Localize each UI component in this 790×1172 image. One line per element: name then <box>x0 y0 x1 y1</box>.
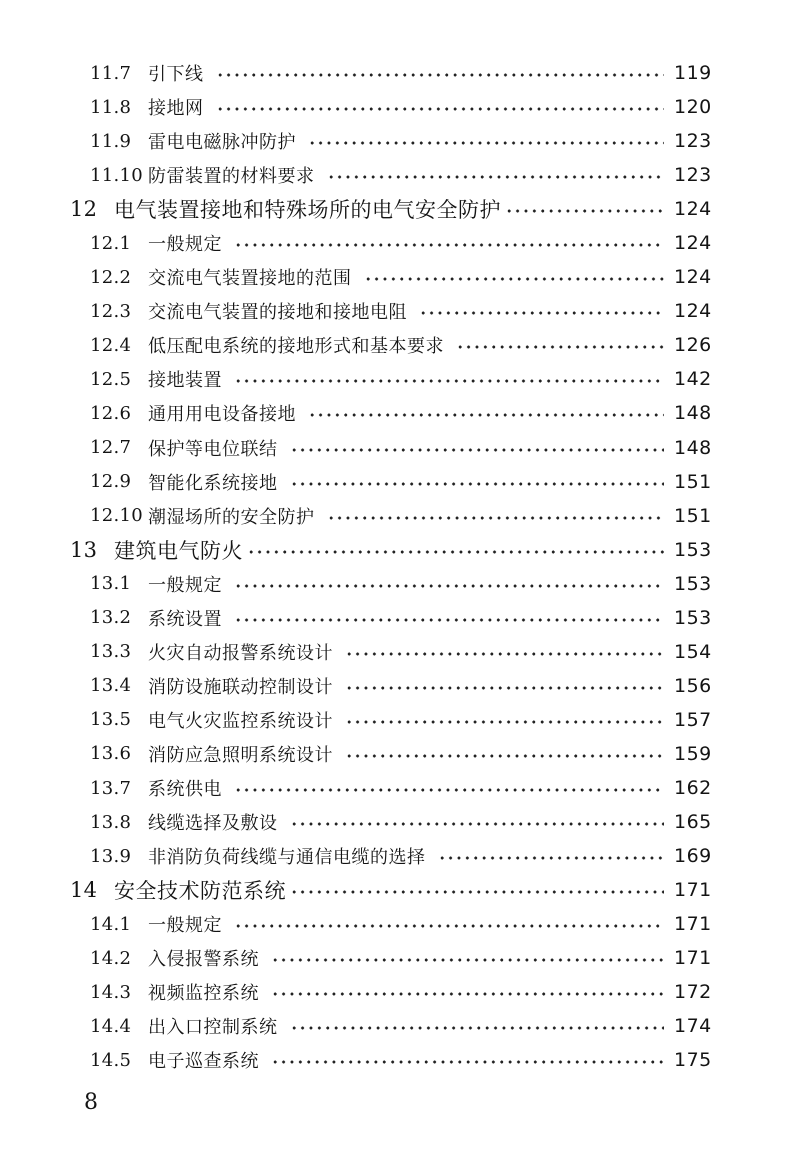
toc-entry-number: 14.4 <box>90 1015 132 1037</box>
toc-section-entry[interactable] <box>0 226 790 260</box>
dot-leader <box>234 924 664 928</box>
dot-leader <box>327 175 665 179</box>
dot-leader <box>345 652 664 656</box>
toc-entry-number: 13.4 <box>90 675 132 697</box>
toc-entry-number: 11.10 <box>90 164 144 186</box>
toc-entry-number: 12.2 <box>90 266 132 288</box>
toc-entry-title: 防雷装置的材料要求 <box>148 166 315 188</box>
toc-entry-page: 171 <box>674 947 712 970</box>
toc-entry-title: 一般规定 <box>148 574 222 596</box>
dot-leader <box>234 584 664 588</box>
dot-leader <box>290 822 665 826</box>
toc-entry-title: 电气装置接地和特殊场所的电气安全防护 <box>114 198 501 223</box>
toc-entry-page: 151 <box>674 504 712 527</box>
dot-leader <box>327 516 665 520</box>
toc-entry-number: 13.5 <box>90 709 132 731</box>
toc-section-entry[interactable] <box>0 90 790 124</box>
toc-entry-title: 电子巡查系统 <box>148 1051 259 1073</box>
dot-leader <box>308 141 664 145</box>
toc-entry-title: 消防设施联动控制设计 <box>148 676 333 698</box>
toc-entry-page: 126 <box>674 334 712 357</box>
toc-entry-number: 14.2 <box>90 947 132 969</box>
toc-entry-number: 12.9 <box>90 471 132 493</box>
toc-entry-title: 通用用电设备接地 <box>148 404 296 426</box>
toc-entry-page: 171 <box>674 913 712 936</box>
toc-entry-page: 124 <box>674 232 712 255</box>
toc-entry-number: 13.9 <box>90 845 132 867</box>
toc-entry-number: 11.7 <box>90 62 132 84</box>
toc-entry-page: 156 <box>674 674 712 697</box>
toc-entry-page: 142 <box>674 368 712 391</box>
toc-entry-number: 11.8 <box>90 96 132 118</box>
dot-leader <box>234 788 664 792</box>
dot-leader <box>234 243 664 247</box>
table-of-contents <box>0 56 790 1077</box>
toc-section-entry[interactable] <box>0 260 790 294</box>
dot-leader <box>290 482 665 486</box>
toc-section-entry[interactable] <box>0 635 790 669</box>
toc-entry-number: 13.1 <box>90 573 132 595</box>
dot-leader <box>308 413 664 417</box>
toc-section-entry[interactable] <box>0 465 790 499</box>
toc-entry-title: 雷电电磁脉冲防护 <box>148 132 296 154</box>
toc-section-entry[interactable] <box>0 771 790 805</box>
toc-entry-title: 潮湿场所的安全防护 <box>148 506 315 528</box>
dot-leader <box>271 958 664 962</box>
toc-section-entry[interactable] <box>0 567 790 601</box>
toc-entry-title: 建筑电气防火 <box>114 538 243 563</box>
toc-section-entry[interactable] <box>0 669 790 703</box>
toc-section-entry[interactable] <box>0 907 790 941</box>
dot-leader <box>290 1026 665 1030</box>
dot-leader <box>271 1060 664 1064</box>
toc-section-entry[interactable] <box>0 805 790 839</box>
toc-entry-page: 157 <box>674 708 712 731</box>
toc-section-entry[interactable] <box>0 328 790 362</box>
toc-entry-title: 电气火灾监控系统设计 <box>148 710 333 732</box>
toc-chapter-entry[interactable] <box>0 533 790 567</box>
dot-leader <box>345 686 664 690</box>
toc-entry-page: 172 <box>674 981 712 1004</box>
toc-entry-page: 124 <box>674 266 712 289</box>
toc-entry-page: 162 <box>674 777 712 799</box>
toc-entry-number: 14 <box>70 878 98 903</box>
toc-entry-number: 12.6 <box>90 402 132 424</box>
dot-leader <box>271 992 664 996</box>
toc-entry-title: 火灾自动报警系统设计 <box>148 642 333 664</box>
toc-entry-number: 11.9 <box>90 130 132 152</box>
toc-entry-number: 14.3 <box>90 981 132 1003</box>
toc-entry-number: 12.7 <box>90 437 132 459</box>
toc-entry-title: 入侵报警系统 <box>148 949 259 971</box>
toc-entry-title: 系统供电 <box>148 779 222 800</box>
dot-leader <box>216 73 665 77</box>
dot-leader <box>345 754 664 758</box>
toc-entry-number: 13.2 <box>90 607 132 629</box>
toc-section-entry[interactable] <box>0 601 790 635</box>
toc-entry-number: 13.3 <box>90 641 132 663</box>
dot-leader <box>290 890 664 894</box>
toc-entry-page: 151 <box>674 470 712 493</box>
toc-entry-page: 148 <box>674 436 712 459</box>
toc-section-entry[interactable] <box>0 56 790 90</box>
toc-section-entry[interactable] <box>0 941 790 975</box>
toc-entry-page: 154 <box>674 640 712 663</box>
toc-chapter-entry[interactable] <box>0 192 790 226</box>
toc-section-entry[interactable] <box>0 362 790 396</box>
toc-section-entry[interactable] <box>0 294 790 328</box>
toc-entry-page: 124 <box>674 198 712 221</box>
toc-section-entry[interactable] <box>0 737 790 771</box>
toc-entry-page: 124 <box>674 300 712 323</box>
toc-entry-title: 系统设置 <box>148 608 222 630</box>
dot-leader <box>247 550 664 554</box>
toc-entry-title: 非消防负荷线缆与通信电缆的选择 <box>148 847 426 869</box>
toc-entry-page: 153 <box>674 606 712 629</box>
toc-section-entry[interactable] <box>0 396 790 430</box>
toc-entry-title: 消防应急照明系统设计 <box>148 744 333 766</box>
toc-entry-title: 交流电气装置接地的范围 <box>148 268 352 290</box>
toc-entry-page: 148 <box>674 402 712 425</box>
toc-section-entry[interactable] <box>0 431 790 465</box>
dot-leader <box>419 311 664 315</box>
dot-leader <box>505 209 664 213</box>
toc-entry-page: 119 <box>674 62 712 85</box>
dot-leader <box>438 856 665 860</box>
dot-leader <box>345 720 664 724</box>
toc-entry-page: 153 <box>674 538 712 561</box>
dot-leader <box>234 618 664 622</box>
toc-entry-title: 智能化系统接地 <box>148 472 278 494</box>
toc-entry-page: 123 <box>674 130 712 153</box>
dot-leader <box>364 277 665 281</box>
dot-leader <box>290 448 665 452</box>
toc-entry-title: 接地装置 <box>148 370 222 392</box>
toc-section-entry[interactable] <box>0 499 790 533</box>
toc-entry-page: 159 <box>674 742 712 765</box>
toc-entry-title: 交流电气装置的接地和接地电阻 <box>148 302 407 324</box>
toc-entry-page: 169 <box>674 845 712 868</box>
dot-leader <box>216 107 665 111</box>
toc-entry-title: 安全技术防范系统 <box>114 879 286 904</box>
toc-entry-title: 保护等电位联结 <box>148 438 278 460</box>
toc-entry-number: 14.5 <box>90 1049 132 1071</box>
toc-entry-number: 12.3 <box>90 300 132 322</box>
dot-leader <box>234 379 664 383</box>
toc-section-entry[interactable] <box>0 1009 790 1043</box>
toc-entry-title: 线缆选择及敷设 <box>148 813 278 835</box>
toc-entry-title: 一般规定 <box>148 234 222 256</box>
toc-section-entry[interactable] <box>0 975 790 1009</box>
dot-leader <box>456 345 664 349</box>
toc-entry-title: 一般规定 <box>148 915 222 937</box>
toc-entry-number: 14.1 <box>90 913 132 935</box>
toc-section-entry[interactable] <box>0 1043 790 1077</box>
toc-entry-number: 12.4 <box>90 334 132 356</box>
toc-entry-number: 13 <box>70 537 98 562</box>
toc-entry-page: 174 <box>674 1015 712 1038</box>
toc-entry-title: 视频监控系统 <box>148 983 259 1005</box>
toc-entry-number: 13.7 <box>90 777 132 799</box>
toc-entry-number: 13.6 <box>90 743 132 765</box>
toc-entry-title: 出入口控制系统 <box>148 1017 278 1039</box>
toc-entry-page: 123 <box>674 164 712 187</box>
toc-entry-title: 引下线 <box>148 64 204 86</box>
toc-entry-number: 12.10 <box>90 505 144 527</box>
toc-entry-number: 12 <box>70 197 98 222</box>
toc-section-entry[interactable] <box>0 839 790 873</box>
toc-entry-number: 12.1 <box>90 232 132 254</box>
page-number: 8 <box>84 1090 98 1115</box>
toc-entry-title: 接地网 <box>148 98 204 120</box>
toc-entry-page: 153 <box>674 572 712 595</box>
toc-entry-number: 12.5 <box>90 368 132 390</box>
toc-entry-title: 低压配电系统的接地形式和基本要求 <box>148 336 444 358</box>
toc-section-entry[interactable] <box>0 158 790 192</box>
toc-entry-page: 175 <box>674 1049 712 1072</box>
toc-entry-number: 13.8 <box>90 811 132 833</box>
toc-entry-page: 171 <box>674 879 712 902</box>
toc-section-entry[interactable] <box>0 124 790 158</box>
toc-section-entry[interactable] <box>0 703 790 737</box>
toc-chapter-entry[interactable] <box>0 873 790 907</box>
toc-entry-page: 165 <box>674 811 712 834</box>
toc-entry-page: 120 <box>674 96 712 119</box>
